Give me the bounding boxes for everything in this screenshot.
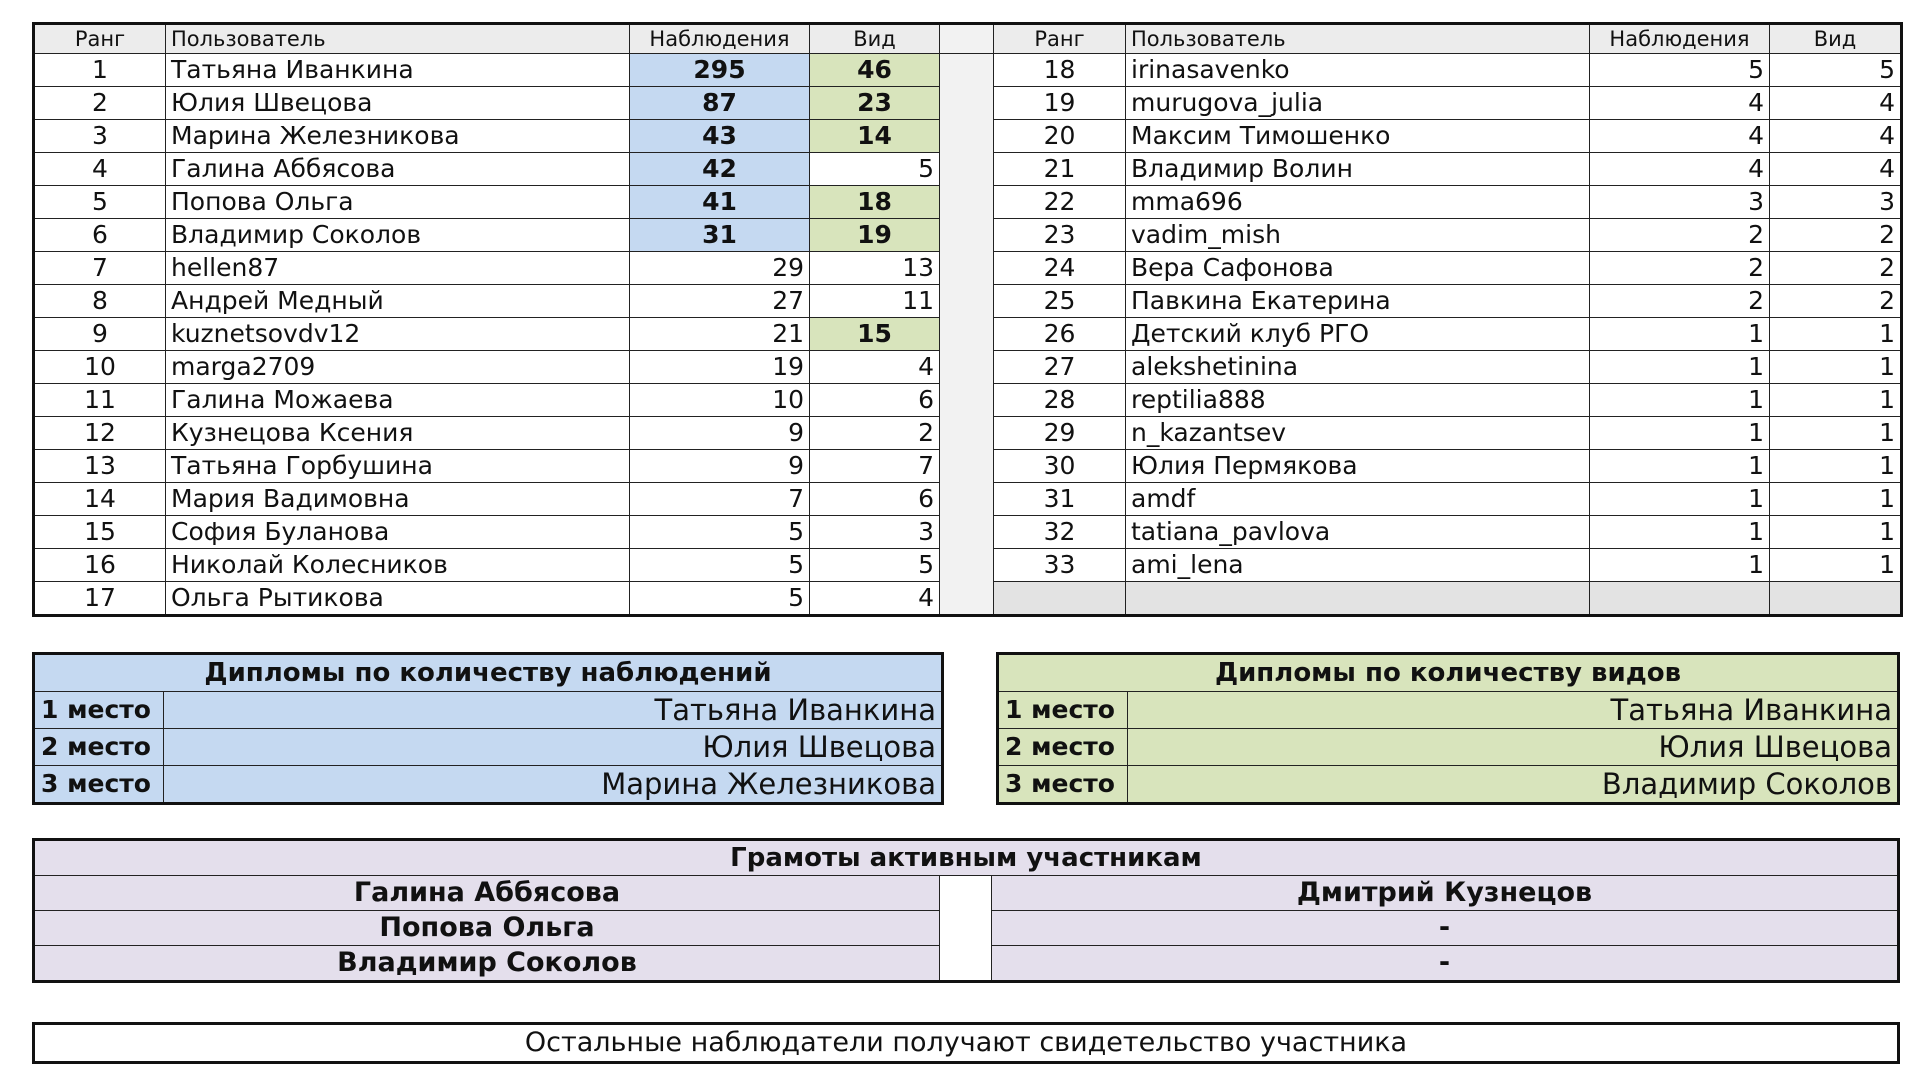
user-cell: tatiana_pavlova [1126,516,1590,549]
user-cell: Владимир Волин [1126,153,1590,186]
observations-cell: 2 [1590,252,1770,285]
table-row [34,252,1902,285]
observations-cell: 21 [630,318,810,351]
certificate-name: Попова Ольга [34,911,940,946]
column-gap [940,87,994,120]
species-cell: 6 [810,483,940,516]
user-cell: Детский клуб РГО [1126,318,1590,351]
ranking-table [32,22,1903,617]
rank-cell: 17 [34,582,166,616]
observations-cell: 42 [630,153,810,186]
diplomas-species-title: Дипломы по количеству видов [998,654,1899,692]
column-gap [940,516,994,549]
species-cell: 4 [1770,120,1902,153]
column-gap [940,153,994,186]
user-cell: Максим Тимошенко [1126,120,1590,153]
column-gap [940,351,994,384]
species-cell: 1 [1770,516,1902,549]
species-cell: 2 [1770,219,1902,252]
column-gap [940,876,992,911]
species-cell: 6 [810,384,940,417]
user-cell: Андрей Медный [166,285,630,318]
rank-cell: 15 [34,516,166,549]
species-cell: 1 [1770,384,1902,417]
table-row [34,417,1902,450]
rank-cell: 12 [34,417,166,450]
species-cell: 3 [1770,186,1902,219]
column-gap [940,946,992,982]
diploma-row [998,692,1899,729]
observations-cell: 3 [1590,186,1770,219]
rank-cell: 9 [34,318,166,351]
user-cell: Мария Вадимовна [166,483,630,516]
certificate-row [34,911,1899,946]
diploma-winner: Владимир Соколов [1128,766,1899,804]
diploma-place: 3 место [34,766,164,804]
column-gap [940,186,994,219]
column-gap [940,54,994,87]
column-gap [940,219,994,252]
observations-cell: 1 [1590,384,1770,417]
header-rank: Ранг [34,24,166,54]
observations-cell: 5 [630,582,810,616]
rank-cell: 2 [34,87,166,120]
column-gap [940,285,994,318]
observations-cell: 7 [630,483,810,516]
observations-cell: 1 [1590,516,1770,549]
observations-cell: 31 [630,219,810,252]
rank-cell: 5 [34,186,166,219]
column-gap [940,450,994,483]
table-row [34,153,1902,186]
observations-cell: 1 [1590,417,1770,450]
user-cell: reptilia888 [1126,384,1590,417]
empty-cell [1590,582,1770,616]
participant-certificate-note: Остальные наблюдатели получают свидетельство участника [32,1022,1900,1064]
rank-cell: 10 [34,351,166,384]
header-species: Вид [810,24,940,54]
user-cell: Юлия Пермякова [1126,450,1590,483]
species-cell: 46 [810,54,940,87]
rank-cell: 4 [34,153,166,186]
column-gap [940,549,994,582]
observations-cell: 1 [1590,483,1770,516]
user-cell: vadim_mish [1126,219,1590,252]
species-cell: 23 [810,87,940,120]
user-cell: mma696 [1126,186,1590,219]
rank-cell: 16 [34,549,166,582]
rank-cell: 19 [994,87,1126,120]
diploma-row [34,729,943,766]
user-cell: София Буланова [166,516,630,549]
diploma-place: 3 место [998,766,1128,804]
table-row [34,384,1902,417]
observations-cell: 4 [1590,153,1770,186]
user-cell: Вера Сафонова [1126,252,1590,285]
table-row [34,87,1902,120]
user-cell: Кузнецова Ксения [166,417,630,450]
column-gap [940,582,994,616]
rank-cell: 32 [994,516,1126,549]
header-observations: Наблюдения [1590,24,1770,54]
header-species: Вид [1770,24,1902,54]
certificate-name: Владимир Соколов [34,946,940,982]
species-cell: 15 [810,318,940,351]
empty-cell [1126,582,1590,616]
user-cell: hellen87 [166,252,630,285]
observations-cell: 2 [1590,219,1770,252]
species-cell: 7 [810,450,940,483]
observations-cell: 2 [1590,285,1770,318]
user-cell: amdf [1126,483,1590,516]
observations-cell: 5 [630,516,810,549]
species-cell: 5 [1770,54,1902,87]
observations-cell: 9 [630,417,810,450]
header-user: Пользователь [166,24,630,54]
rank-cell: 28 [994,384,1126,417]
diplomas-observations-table [32,652,944,805]
diploma-place: 2 место [998,729,1128,766]
certificates-title: Грамоты активным участникам [34,840,1899,876]
diploma-row [998,729,1899,766]
user-cell: ami_lena [1126,549,1590,582]
observations-cell: 4 [1590,87,1770,120]
rank-cell: 29 [994,417,1126,450]
rank-cell: 13 [34,450,166,483]
user-cell: murugova_julia [1126,87,1590,120]
species-cell: 1 [1770,417,1902,450]
species-cell: 1 [1770,351,1902,384]
header-observations: Наблюдения [630,24,810,54]
species-cell: 11 [810,285,940,318]
diplomas-observations-title: Дипломы по количеству наблюдений [34,654,943,692]
rank-cell: 14 [34,483,166,516]
diploma-winner: Юлия Швецова [164,729,943,766]
observations-cell: 295 [630,54,810,87]
rank-cell: 33 [994,549,1126,582]
user-cell: Татьяна Иванкина [166,54,630,87]
user-cell: irinasavenko [1126,54,1590,87]
rank-cell: 23 [994,219,1126,252]
observations-cell: 1 [1590,549,1770,582]
diploma-winner: Татьяна Иванкина [1128,692,1899,729]
header-user: Пользователь [1126,24,1590,54]
observations-cell: 41 [630,186,810,219]
observations-cell: 10 [630,384,810,417]
species-cell: 13 [810,252,940,285]
table-row [34,186,1902,219]
user-cell: marga2709 [166,351,630,384]
user-cell: Владимир Соколов [166,219,630,252]
certificate-row [34,876,1899,911]
rank-cell: 22 [994,186,1126,219]
column-gap [940,417,994,450]
table-row [34,120,1902,153]
empty-cell [1770,582,1902,616]
table-row [34,285,1902,318]
table-row [34,450,1902,483]
diploma-row [998,766,1899,804]
species-cell: 14 [810,120,940,153]
diploma-row [34,692,943,729]
rank-cell: 1 [34,54,166,87]
diploma-place: 2 место [34,729,164,766]
observations-cell: 19 [630,351,810,384]
user-cell: Попова Ольга [166,186,630,219]
species-cell: 5 [810,153,940,186]
rank-cell: 7 [34,252,166,285]
table-row [34,318,1902,351]
rank-cell: 25 [994,285,1126,318]
rank-cell: 11 [34,384,166,417]
user-cell: n_kazantsev [1126,417,1590,450]
rank-cell: 8 [34,285,166,318]
diploma-winner: Татьяна Иванкина [164,692,943,729]
diploma-winner: Марина Железникова [164,766,943,804]
species-cell: 1 [1770,549,1902,582]
observations-cell: 1 [1590,351,1770,384]
column-gap [940,911,992,946]
table-row [34,483,1902,516]
diploma-place: 1 место [998,692,1128,729]
certificate-name: Дмитрий Кузнецов [992,876,1899,911]
species-cell: 2 [1770,285,1902,318]
species-cell: 2 [1770,252,1902,285]
empty-cell [994,582,1126,616]
observations-cell: 4 [1590,120,1770,153]
user-cell: Николай Колесников [166,549,630,582]
user-cell: Павкина Екатерина [1126,285,1590,318]
user-cell: Ольга Рытикова [166,582,630,616]
certificates-table [32,838,1900,983]
observations-cell: 43 [630,120,810,153]
diplomas-species-table [996,652,1900,805]
rank-cell: 21 [994,153,1126,186]
rank-cell: 30 [994,450,1126,483]
observations-cell: 9 [630,450,810,483]
header-rank: Ранг [994,24,1126,54]
observations-cell: 5 [630,549,810,582]
observations-cell: 27 [630,285,810,318]
column-gap [940,24,994,54]
observations-cell: 29 [630,252,810,285]
column-gap [940,318,994,351]
user-cell: Татьяна Горбушина [166,450,630,483]
table-row [34,54,1902,87]
table-row [34,582,1902,616]
diploma-winner: Юлия Швецова [1128,729,1899,766]
column-gap [940,252,994,285]
rank-cell: 18 [994,54,1126,87]
column-gap [940,483,994,516]
rank-cell: 20 [994,120,1126,153]
observations-cell: 1 [1590,318,1770,351]
column-gap [940,384,994,417]
rank-cell: 6 [34,219,166,252]
rank-cell: 27 [994,351,1126,384]
certificate-row [34,946,1899,982]
user-cell: Галина Можаева [166,384,630,417]
certificate-name: Галина Аббясова [34,876,940,911]
species-cell: 1 [1770,318,1902,351]
species-cell: 19 [810,219,940,252]
user-cell: Марина Железникова [166,120,630,153]
rank-cell: 31 [994,483,1126,516]
species-cell: 4 [810,351,940,384]
species-cell: 1 [1770,450,1902,483]
rank-cell: 24 [994,252,1126,285]
user-cell: Галина Аббясова [166,153,630,186]
table-row [34,549,1902,582]
species-cell: 5 [810,549,940,582]
ranking-header-row [34,24,1902,54]
table-row [34,516,1902,549]
table-row [34,219,1902,252]
observations-cell: 5 [1590,54,1770,87]
rank-cell: 3 [34,120,166,153]
user-cell: alekshetinina [1126,351,1590,384]
certificate-name: - [992,911,1899,946]
user-cell: Юлия Швецова [166,87,630,120]
species-cell: 1 [1770,483,1902,516]
diploma-row [34,766,943,804]
observations-cell: 1 [1590,450,1770,483]
column-gap [940,120,994,153]
diploma-place: 1 место [34,692,164,729]
species-cell: 4 [1770,87,1902,120]
certificate-name: - [992,946,1899,982]
table-row [34,351,1902,384]
species-cell: 3 [810,516,940,549]
species-cell: 18 [810,186,940,219]
species-cell: 4 [1770,153,1902,186]
rank-cell: 26 [994,318,1126,351]
species-cell: 4 [810,582,940,616]
species-cell: 2 [810,417,940,450]
observations-cell: 87 [630,87,810,120]
user-cell: kuznetsovdv12 [166,318,630,351]
ranking-body [34,54,1902,616]
